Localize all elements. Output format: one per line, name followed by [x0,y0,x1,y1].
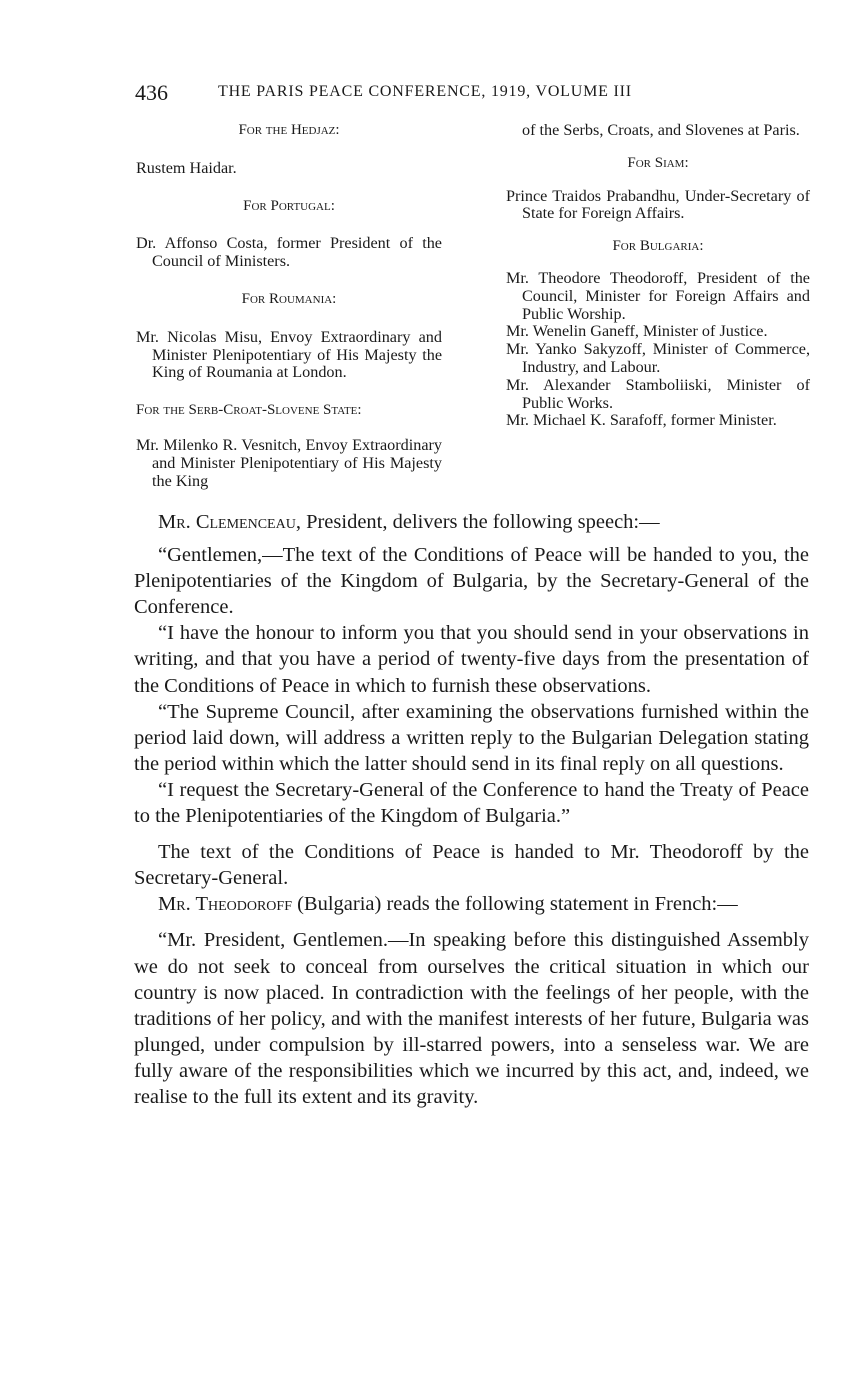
heading-portugal: For Portugal: [243,197,335,214]
entry-portugal-1: Dr. Affonso Costa, former President of the Council of Ministers. [136,234,442,271]
page-header [135,80,815,108]
signatories-right-column [506,122,810,430]
entry-bulgaria-5: Mr. Michael K. Sarafoff, former Minister. [506,411,777,430]
heading-siam: For Siam: [627,154,689,171]
paragraph-4: “The Supreme Council, after examining the observations furnished within the period laid down, will address a written reply to the Bulgarian Delegation stating the period within which the latter should send in its final reply on all questions. [134,700,809,775]
speaker-clemenceau: Mr. Clemenceau [158,511,296,533]
entry-hedjaz-1: Rustem Haidar. [136,158,237,177]
page-number: 436 [135,80,168,105]
body-text [134,509,809,1110]
signatories-left-column [136,122,442,490]
heading-hedjaz: For the Hedjaz: [238,122,340,138]
entry-continuation: of the Serbs, Croats, and Slovenes at Paris. [522,121,800,139]
paragraph-2: “Gentlemen,—The text of the Conditions of Peace will be handed to you, the Plenipotentiaries of the Kingdom of Bulgaria, by the Secretary-General of the Conference. [134,544,809,619]
speaker-theodoroff: Mr. Theodoroff [158,893,292,916]
entry-bulgaria-2: Mr. Wenelin Ganeff, Minister of Justice. [506,322,768,341]
entry-siam-1: Prince Traidos Prabandhu, Under-Secretary of State for Foreign Affairs. [506,186,810,223]
entry-roumania-1: Mr. Nicolas Misu, Envoy Extraordinary and Minister Plenipotentiary of His Majesty the King of Roumania at London. [136,327,442,382]
entry-bulgaria-1: Mr. Theodore Theodoroff, President of the Council, Minister for Foreign Affairs and Public Worship. [506,268,810,323]
paragraph-3: “I have the honour to inform you that you should send in your observations in writing, and that you have a period of twenty-five days from the presentation of the Conditions of Peace in which to furnish these observations. [134,622,809,697]
paragraph-5: “I request the Secretary-General of the Conference to hand the Treaty of Peace to the Plenipotentiaries of the Kingdom of Bulgaria.” [134,778,809,828]
entry-bulgaria-3: Mr. Yanko Sakyzoff, Minister of Commerce, Industry, and Labour. [506,340,810,376]
running-title: THE PARIS PEACE CONFERENCE, 1919, VOLUME III [218,83,632,100]
paragraph-7: Mr. Theodoroff (Bulgaria) reads the following statement in French:— [158,893,738,916]
paragraph-1: Mr. Clemenceau, President, delivers the following speech:— [158,511,660,533]
paragraph-6: The text of the Conditions of Peace is handed to Mr. Theodoroff by the Secretary-General. [134,841,809,890]
heading-roumania: For Roumania: [241,290,337,307]
paragraph-8: “Mr. President, Gentlemen.—In speaking before this distinguished Assembly we do not seek to conceal from ourselves the critical situation in which our country is now placed. In contradiction with the feelings of her people, with the traditions of her policy, and with the manifest interests of her future, Bulgaria was plunged, under compulsion by ill-starred powers, into a senseless war. We are fully aware of the responsibilities which we incurred by this act, and, indeed, we realise to the full its extent and its gravity. [134,929,809,1108]
heading-bulgaria: For Bulgaria: [612,238,704,255]
entry-bulgaria-4: Mr. Alexander Stamboliiski, Minister of Public Works. [506,375,810,412]
heading-serb-croat-slovene: For the Serb-Croat-Slovene State: [136,402,362,419]
entry-serb-croat-slovene-1: Mr. Milenko R. Vesnitch, Envoy Extraordinary and Minister Plenipotentiary of His Majesty the King [136,435,442,490]
